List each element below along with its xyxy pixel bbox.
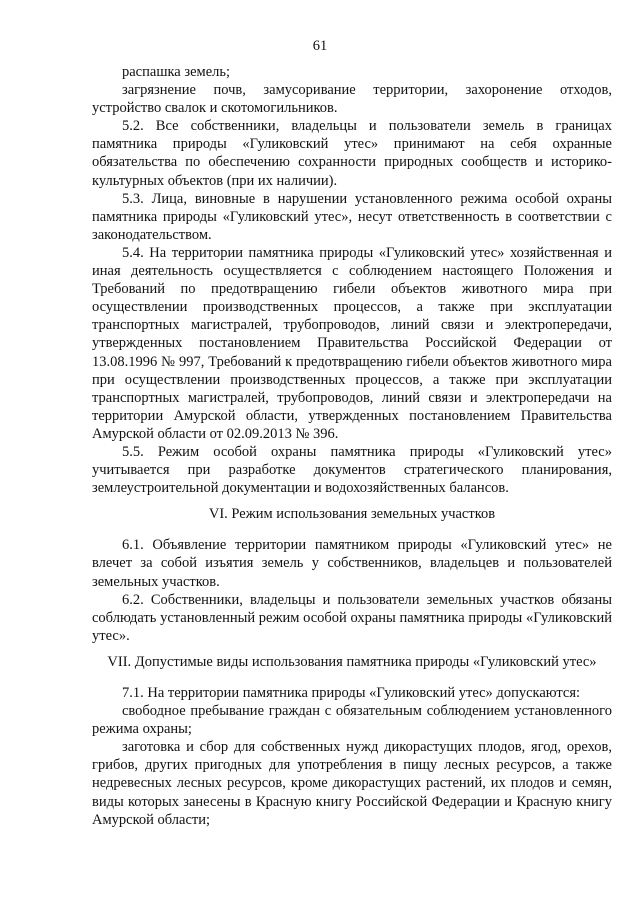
spacer [92,497,612,505]
paragraph: 5.5. Режим особой охраны памятника природы «Гуликовский утес» учитывается при разработке документов стратегического планирования, землеустроительной документации и водохозяйственных балансов. [92,443,612,497]
paragraph: свободное пребывание граждан с обязательным соблюдением установленного режима охраны; [92,703,612,738]
section-heading-7: VII. Допустимые виды использования памятника природы «Гуликовский утес» [107,653,597,670]
section-heading-6: VI. Режим использования земельных участков [208,506,496,523]
paragraph: 5.2. Все собственники, владельцы и пользователи земель в границах памятника природы «Гуликовский утес» принимают на себя охранные обязательства по обеспечению сохранности природных сообществ и историко-культурных объектов (при их наличии). [92,118,612,189]
paragraph: 5.3. Лица, виновные в нарушении установленного режима особой охраны памятника природы «Гуликовский утес», несут ответственность в соответствии с законодательством. [92,190,612,243]
spacer [92,671,612,684]
paragraph: заготовка и сбор для собственных нужд дикорастущих плодов, ягод, орехов, грибов, других пригодных для употребления в пищу лесных ресурсов, а также недревесных лесных ресурсов, кроме дикорастущих растений, их плодов и семян, виды которых занесены в Красную книгу Российской Федерации и Красную книгу Амурской области; [92,739,612,828]
spacer [92,523,612,536]
paragraph: 5.4. На территории памятника природы «Гуликовский утес» хозяйственная и иная деятельность осуществляется с соблюдением настоящего Положения и Требований по предотвращению гибели объектов животного мира при осуществлении производственных процессов, а также при эксплуатации транспортных магистралей, трубопроводов, линий связи и электропередачи, утвержденных постановлением Правительства Российской Федерации от 13.08.1996 № 997, Требований к предотвращению гибели объектов животного мира при осуществлении производственных процессов, а также при эксплуатации транспортных магистралей, трубопроводов, линий связи и электропередачи на территории Амурской области, утвержденных постановлением Правительства Амурской области от 02.09.2013 № 396. [92,244,612,442]
spacer [92,645,612,653]
page-number: 61 [312,38,328,54]
document-body [92,63,612,829]
paragraph: 6.2. Собственники, владельцы и пользователи земельных участков обязаны соблюдать установленный режим особой охраны памятника природы «Гуликовский утес». [92,591,612,644]
paragraph: загрязнение почв, замусоривание территории, захоронение отходов, устройство свалок и скотомогильников. [92,82,612,117]
paragraph: 6.1. Объявление территории памятником природы «Гуликовский утес» не влечет за собой изъятия земель у собственников, владельцев и пользователей земельных участков. [92,537,612,590]
paragraph: распашка земель; [122,64,231,80]
paragraph: 7.1. На территории памятника природы «Гуликовский утес» допускаются: [122,685,581,701]
